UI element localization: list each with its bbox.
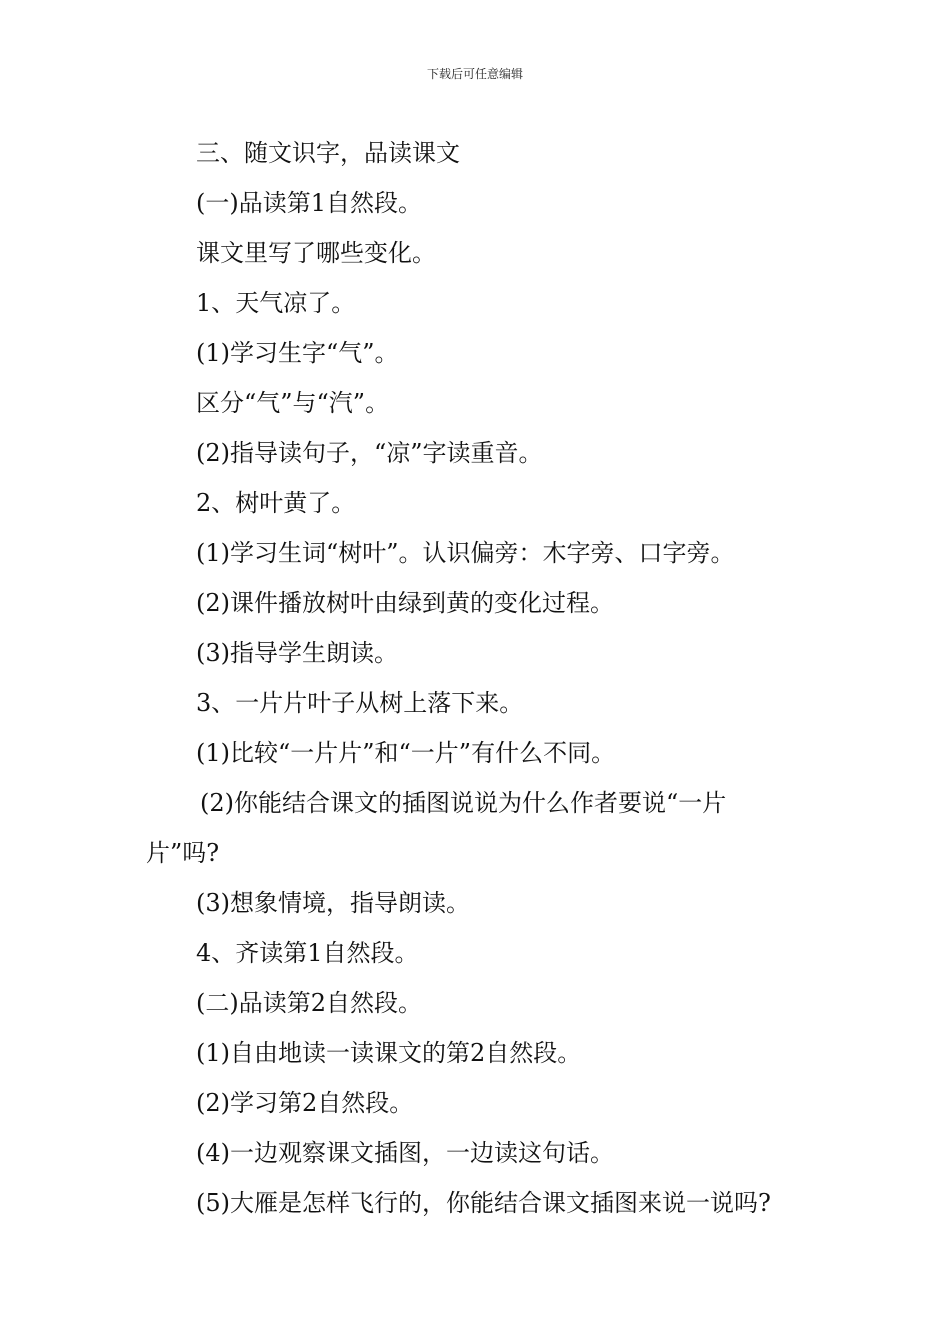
paragraph-line: (3)想象情境，指导朗读。 (196, 889, 470, 917)
paragraph-line: (4)一边观察课文插图，一边读这句话。 (196, 1139, 614, 1167)
paragraph-line: (2)课件播放树叶由绿到黄的变化过程。 (196, 589, 614, 617)
paragraph-line: (5)大雁是怎样飞行的，你能结合课文插图来说一说吗? (196, 1189, 771, 1217)
paragraph-line: (1)自由地读一读课文的第2自然段。 (196, 1039, 582, 1067)
page-header: 下载后可任意编辑 (426, 67, 523, 81)
paragraph-line: (2)学习第2自然段。 (196, 1089, 414, 1117)
paragraph-line: 课文里写了哪些变化。 (196, 239, 436, 267)
paragraph-line-continued: 片”吗? (146, 839, 220, 867)
paragraph-line: (1)学习生字“气”。 (196, 339, 399, 367)
paragraph-line: (2)你能结合课文的插图说说为什么作者要说“一片 (200, 789, 727, 817)
paragraph-line: 2、树叶黄了。 (196, 489, 356, 517)
paragraph-line: (1)学习生词“树叶”。认识偏旁：木字旁、口字旁。 (196, 539, 735, 567)
paragraph-line: 4、齐读第1自然段。 (196, 939, 419, 967)
paragraph-line: 区分“气”与“汽”。 (196, 389, 390, 417)
paragraph-line: (2)指导读句子，“凉”字读重音。 (196, 439, 543, 467)
section-heading: 三、随文识字，品读课文 (196, 139, 460, 167)
paragraph-line: 1、天气凉了。 (196, 289, 356, 317)
lesson-body (146, 128, 826, 1228)
paragraph-line: (3)指导学生朗读。 (196, 639, 398, 667)
paragraph-line: (1)比较“一片片”和“一片”有什么不同。 (196, 739, 616, 767)
paragraph-line: 3、一片片叶子从树上落下来。 (196, 689, 524, 717)
paragraph-line: (二)品读第2自然段。 (196, 989, 422, 1017)
paragraph-line: (一)品读第1自然段。 (196, 189, 422, 217)
